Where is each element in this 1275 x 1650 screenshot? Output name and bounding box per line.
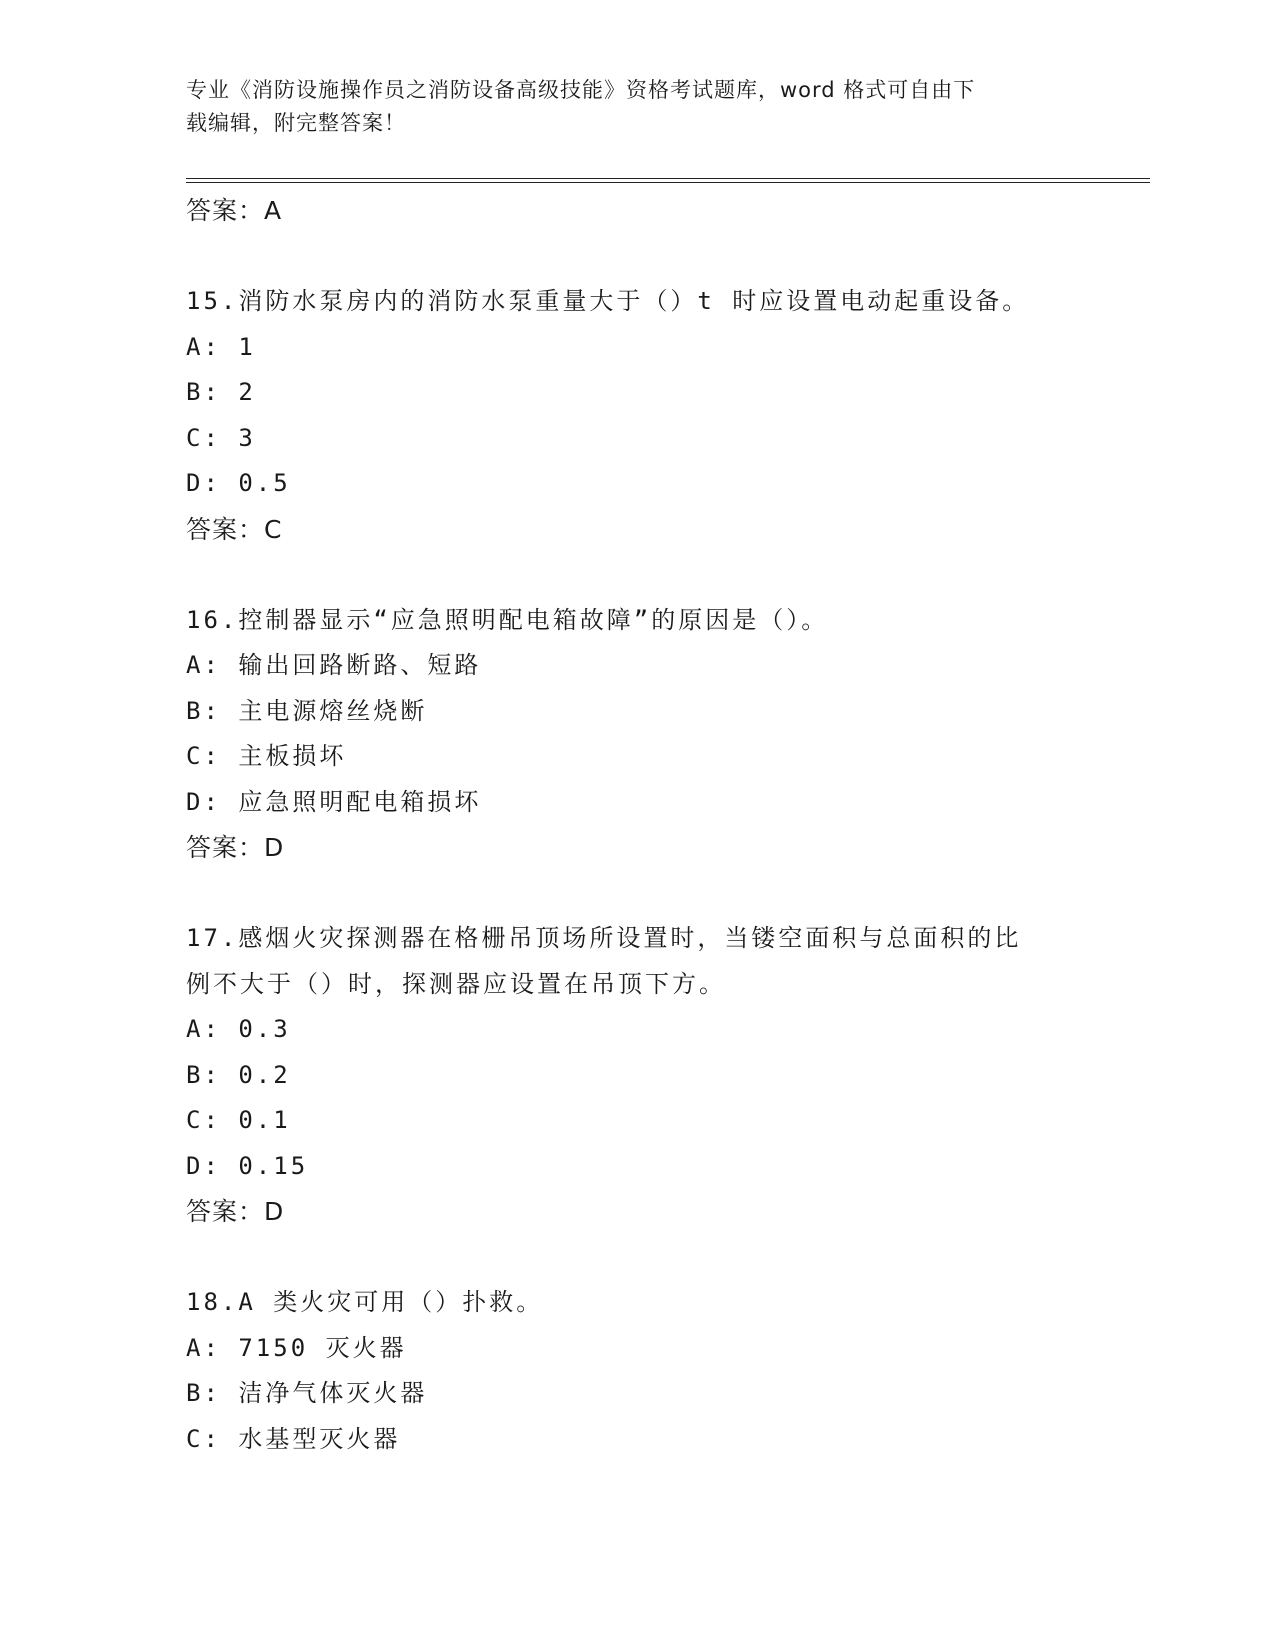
option-b: B: 洁净气体灭火器 bbox=[186, 1379, 428, 1407]
option-b: B: 0.2 bbox=[186, 1060, 291, 1089]
option-d: D: 0.15 bbox=[186, 1151, 309, 1180]
question-16 bbox=[186, 598, 1086, 871]
previous-answer: 答案：A bbox=[186, 196, 283, 225]
question-text-line-2: 例不大于（）时，探测器应设置在吊顶下方。 bbox=[186, 969, 726, 998]
option-c: C: 0.1 bbox=[186, 1106, 291, 1134]
header-intro-line-1: 专业《消防设施操作员之消防设备高级技能》资格考试题库，word 格式可自由下 bbox=[186, 78, 976, 102]
option-b: B: 主电源熔丝烧断 bbox=[186, 696, 428, 725]
header-double-rule bbox=[186, 178, 1150, 183]
option-c: C: 3 bbox=[186, 423, 256, 452]
option-a: A: 7150 灭火器 bbox=[186, 1333, 407, 1362]
option-a: A: 1 bbox=[186, 332, 256, 361]
option-c: C: 主板损坏 bbox=[186, 742, 347, 770]
option-a: A: 0.3 bbox=[186, 1015, 291, 1043]
document-header bbox=[186, 74, 1086, 140]
question-15 bbox=[186, 279, 1086, 552]
answer: 答案：D bbox=[186, 833, 285, 862]
question-18 bbox=[186, 1280, 1086, 1462]
question-text: 15.消防水泵房内的消防水泵重量大于（）t 时应设置电动起重设备。 bbox=[186, 287, 1030, 315]
question-text-line-1: 17.感烟火灾探测器在格栅吊顶场所设置时，当镂空面积与总面积的比 bbox=[186, 924, 1022, 952]
question-text: 16.控制器显示“应急照明配电箱故障”的原因是（）。 bbox=[186, 605, 829, 634]
header-intro-line-2: 载编辑，附完整答案！ bbox=[186, 111, 406, 135]
answer: 答案：D bbox=[186, 1197, 285, 1226]
option-d: D: 应急照明配电箱损坏 bbox=[186, 787, 482, 816]
option-a: A: 输出回路断路、短路 bbox=[186, 651, 482, 679]
question-list bbox=[186, 188, 1086, 1462]
option-b: B: 2 bbox=[186, 378, 256, 406]
answer: 答案：C bbox=[186, 514, 283, 544]
question-17 bbox=[186, 916, 1086, 1235]
question-text: 18.A 类火灾可用（）扑救。 bbox=[186, 1288, 544, 1316]
option-d: D: 0.5 bbox=[186, 469, 291, 497]
option-c: C: 水基型灭火器 bbox=[186, 1424, 401, 1453]
